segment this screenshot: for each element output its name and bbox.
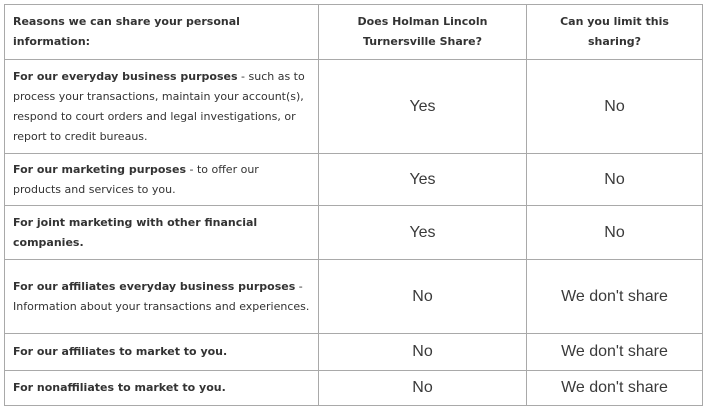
reason-title: For our everyday business purposes bbox=[13, 69, 238, 83]
limit-answer: No bbox=[527, 154, 703, 206]
share-answer: Yes bbox=[319, 206, 527, 260]
table-row bbox=[5, 206, 703, 260]
reason-title: For nonaffiliates to market to you. bbox=[13, 381, 226, 394]
reason-cell bbox=[5, 334, 319, 371]
share-answer: No bbox=[319, 371, 527, 406]
share-answer: No bbox=[319, 334, 527, 371]
privacy-sharing-table bbox=[4, 4, 703, 406]
table-header-row bbox=[5, 5, 703, 60]
reason-title: For our affiliates to market to you. bbox=[13, 345, 228, 358]
limit-answer: We don't share bbox=[527, 334, 703, 371]
reason-cell bbox=[5, 206, 319, 260]
reason-cell bbox=[5, 371, 319, 406]
reason-title: For joint marketing with other financial companies. bbox=[13, 215, 258, 249]
reason-detail: - to offer our products and services to you. bbox=[13, 162, 259, 196]
limit-answer: No bbox=[527, 60, 703, 154]
header-reasons: Reasons we can share your personal information: bbox=[5, 5, 319, 60]
limit-answer: No bbox=[527, 206, 703, 260]
limit-answer: We don't share bbox=[527, 260, 703, 334]
reason-cell bbox=[5, 260, 319, 334]
reason-title: For our marketing purposes bbox=[13, 162, 186, 176]
table-row bbox=[5, 371, 703, 406]
share-answer: Yes bbox=[319, 60, 527, 154]
header-share: Does Holman Lincoln Turnersville Share? bbox=[319, 5, 527, 60]
share-answer: Yes bbox=[319, 154, 527, 206]
share-answer: No bbox=[319, 260, 527, 334]
header-limit: Can you limit this sharing? bbox=[527, 5, 703, 60]
reason-title: For our affiliates everyday business purposes bbox=[13, 279, 296, 293]
reason-detail: - Information about your transactions and experiences. bbox=[13, 279, 310, 313]
table-row bbox=[5, 60, 703, 154]
reason-cell bbox=[5, 154, 319, 206]
reason-cell bbox=[5, 60, 319, 154]
table-row bbox=[5, 154, 703, 206]
table-row bbox=[5, 334, 703, 371]
limit-answer: We don't share bbox=[527, 371, 703, 406]
reason-detail: - such as to process your transactions, maintain your account(s), respond to court orders and legal investigations, or report to credit bureaus. bbox=[13, 69, 305, 143]
table-row bbox=[5, 260, 703, 334]
